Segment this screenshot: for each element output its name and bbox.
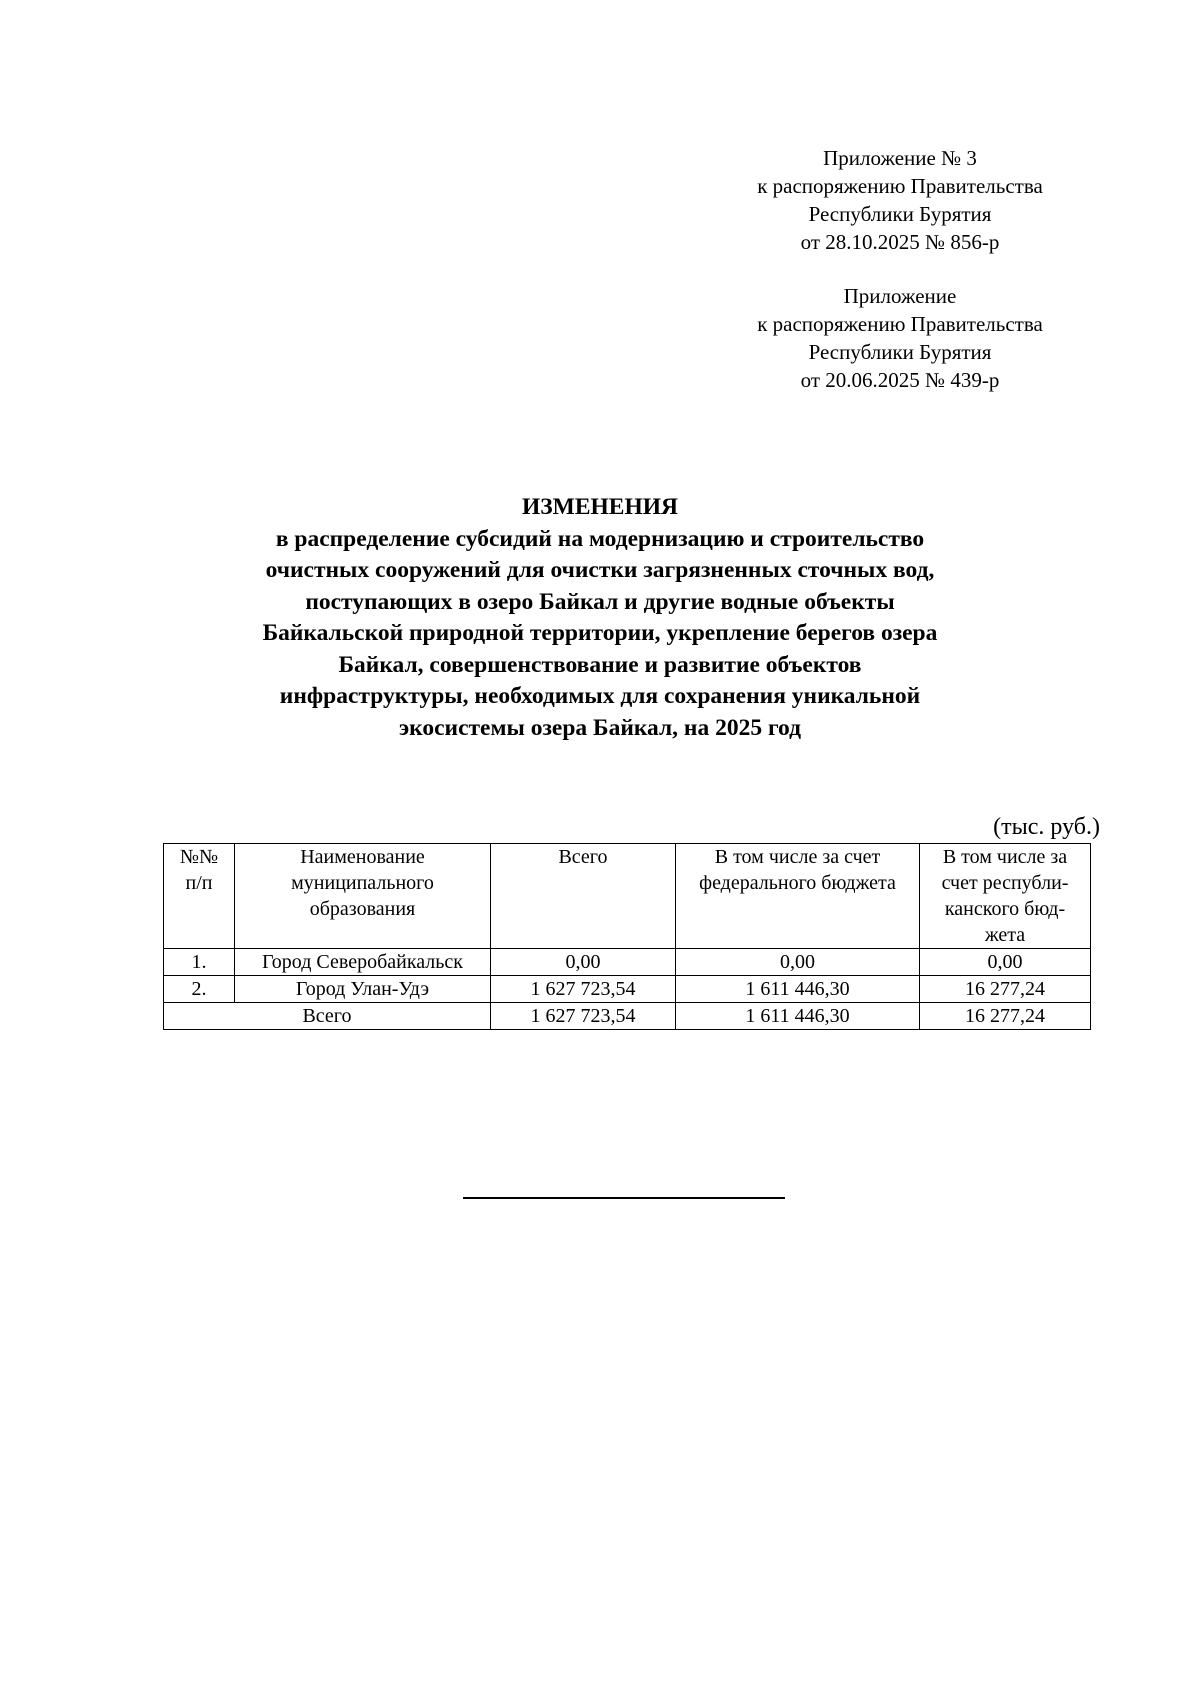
title-line: Байкальской природной территории, укрепление берегов озера bbox=[262, 620, 938, 646]
title-line: экосистемы озера Байкал, на 2025 год bbox=[398, 714, 802, 741]
header-total bbox=[491, 844, 676, 949]
appendix-current bbox=[720, 144, 1080, 256]
header-name-line: муниципального bbox=[291, 872, 434, 894]
row-total: 0,00 bbox=[491, 949, 676, 976]
total-label: Всего bbox=[164, 1003, 491, 1030]
row-republic: 16 277,24 bbox=[920, 976, 1091, 1003]
appendix-original-line: Республики Бурятия bbox=[808, 340, 992, 364]
header-republic-line: счет республи- bbox=[941, 872, 1069, 894]
header-name bbox=[235, 844, 491, 949]
units-label: (тыс. руб.) bbox=[993, 814, 1100, 840]
header-federal bbox=[676, 844, 920, 949]
row-num: 1. bbox=[164, 949, 235, 976]
header-republic bbox=[920, 844, 1091, 949]
title-line: в распределение субсидий на модернизацию и строительство bbox=[275, 525, 925, 552]
document-title bbox=[180, 492, 1020, 744]
total-federal: 1 611 446,30 bbox=[676, 1003, 920, 1030]
title-line: инфраструктуры, необходимых для сохранения уникальной bbox=[279, 683, 921, 709]
closing-divider bbox=[463, 1197, 785, 1199]
appendix-current-line: к распоряжению Правительства bbox=[757, 174, 1043, 198]
appendix-original-line: от 20.06.2025 № 439-р bbox=[800, 368, 1000, 392]
appendix-current-line: от 28.10.2025 № 856-р bbox=[800, 230, 1000, 254]
header-name-line: образования bbox=[309, 898, 416, 920]
table-row bbox=[164, 976, 1091, 1003]
table-header-row bbox=[164, 844, 1091, 949]
appendix-current-line: Приложение № 3 bbox=[823, 146, 977, 170]
row-federal: 1 611 446,30 bbox=[676, 976, 920, 1003]
appendix-current-line: Республики Бурятия bbox=[808, 202, 992, 226]
row-name: Город Северобайкальск bbox=[235, 949, 491, 976]
row-republic: 0,00 bbox=[920, 949, 1091, 976]
header-federal-line: В том числе за счет bbox=[714, 846, 881, 868]
row-num: 2. bbox=[164, 976, 235, 1003]
title-line: Байкал, совершенствование и развитие объектов bbox=[338, 651, 862, 678]
header-republic-line: канского бюд- bbox=[944, 898, 1066, 920]
row-name: Город Улан-Удэ bbox=[235, 976, 491, 1003]
header-federal-line: федерального бюджета bbox=[699, 872, 896, 894]
appendix-original bbox=[720, 282, 1080, 394]
title-line: поступающих в озеро Байкал и другие водные объекты bbox=[305, 588, 895, 615]
header-num-line: №№ bbox=[179, 846, 219, 868]
title-line: очистных сооружений для очистки загрязненных сточных вод, bbox=[265, 557, 935, 583]
table-row bbox=[164, 949, 1091, 976]
appendix-original-line: Приложение bbox=[843, 284, 957, 308]
header-republic-line: В том числе за bbox=[942, 846, 1068, 868]
header-name-line: Наименование bbox=[300, 846, 425, 868]
header-num-line: п/п bbox=[185, 872, 213, 894]
title-heading: ИЗМЕНЕНИЯ bbox=[521, 494, 679, 520]
row-total: 1 627 723,54 bbox=[491, 976, 676, 1003]
header-republic-line: жета bbox=[984, 924, 1026, 946]
appendix-original-line: к распоряжению Правительства bbox=[757, 312, 1043, 336]
table-total-row bbox=[164, 1003, 1091, 1030]
total-sum: 1 627 723,54 bbox=[491, 1003, 676, 1030]
header-num bbox=[164, 844, 235, 949]
header-total-line: Всего bbox=[558, 846, 608, 868]
subsidy-table bbox=[163, 843, 1091, 1030]
row-federal: 0,00 bbox=[676, 949, 920, 976]
total-republic: 16 277,24 bbox=[920, 1003, 1091, 1030]
